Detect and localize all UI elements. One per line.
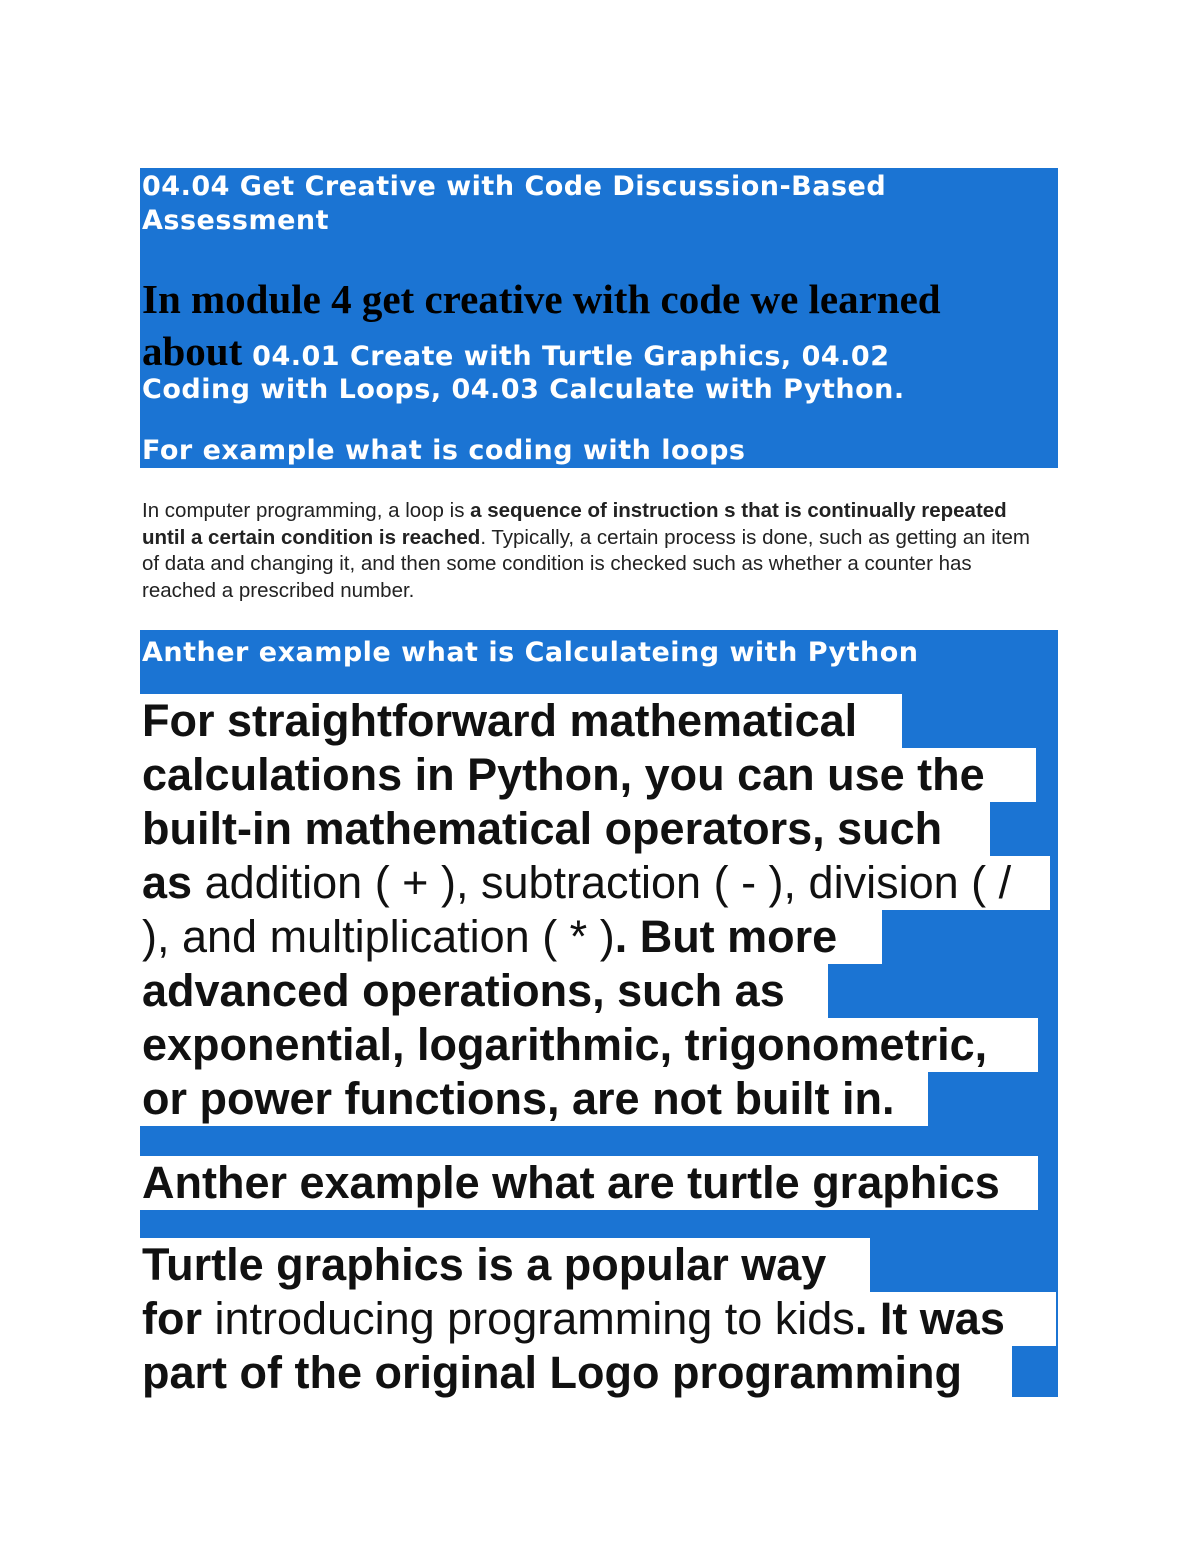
- turtle-line-3: part of the original Logo programming: [140, 1346, 1012, 1400]
- calc-line-4: [140, 856, 1050, 910]
- loops-text-1: In computer programming, a loop is: [142, 499, 471, 522]
- calc-line-4-regular: addition ( + ), subtraction ( - ), division ( /: [192, 857, 1012, 908]
- loops-text-2: . Typically, a certain process is done, such as getting an item of data and changing it, and then some condition is checked such as whether a counter has reached a prescribed number.: [142, 525, 1030, 602]
- document-title: 04.04 Get Creative with Code Discussion-Based Assessment: [142, 171, 887, 236]
- calc-line-3: built-in mathematical operators, such: [140, 802, 990, 856]
- turtle-line-1: Turtle graphics is a popular way: [140, 1238, 870, 1292]
- calc-line-2: calculations in Python, you can use the: [140, 748, 1036, 802]
- calc-line-8: or power functions, are not built in.: [140, 1072, 928, 1126]
- turtle-heading: Anther example what are turtle graphics: [140, 1156, 1038, 1210]
- calc-line-4-bold: as: [142, 857, 193, 908]
- loops-definition-bold: a sequence of instruction s that is continually repeated until a certain condition is reached: [142, 499, 1007, 549]
- intro-line: In module 4 get creative with code we learned: [142, 276, 941, 322]
- loops-paragraph: [142, 498, 1042, 604]
- intro-about-word: about: [142, 328, 243, 374]
- highlighted-section-python: [140, 630, 1058, 1397]
- calc-line-5-bold: . But more: [614, 911, 838, 962]
- turtle-line-2-regular: introducing programming to kids: [202, 1293, 855, 1344]
- calc-line-6: advanced operations, such as: [140, 964, 828, 1018]
- turtle-line-2: [140, 1292, 1056, 1346]
- highlighted-section-intro: [140, 168, 1058, 468]
- calc-line-7: exponential, logarithmic, trigonometric,: [140, 1018, 1038, 1072]
- calc-line-5-regular: ), and multiplication ( * ): [142, 911, 615, 962]
- example-heading-loops: For example what is coding with loops: [142, 435, 746, 466]
- turtle-line-2-bold: for: [142, 1293, 202, 1344]
- intro-modules-a: 04.01 Create with Turtle Graphics, 04.02: [242, 341, 890, 372]
- calc-line-1: For straightforward mathematical: [140, 694, 902, 748]
- calc-line-5: [140, 910, 882, 964]
- example-heading-python: Anther example what is Calculateing with Python: [142, 637, 919, 668]
- intro-modules-b: Coding with Loops, 04.03 Calculate with Python.: [142, 374, 905, 405]
- turtle-line-2-bold-end: . It was: [854, 1293, 1005, 1344]
